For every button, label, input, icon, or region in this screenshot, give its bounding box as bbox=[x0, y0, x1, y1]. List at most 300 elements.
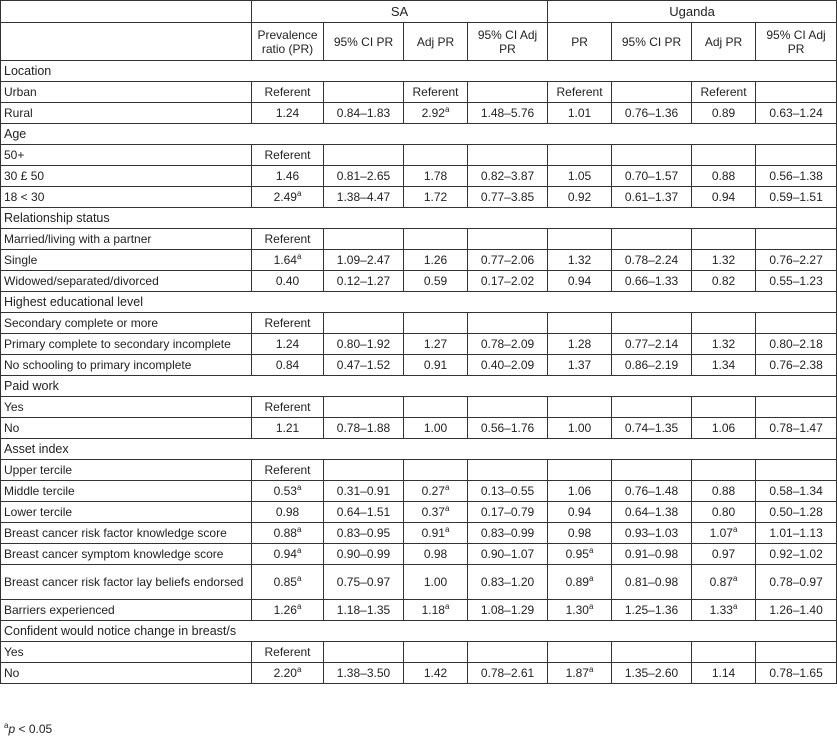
table-cell bbox=[548, 355, 612, 376]
table-cell bbox=[756, 313, 837, 334]
table-cell bbox=[468, 250, 548, 271]
cell-value: 0.78–1.65 bbox=[769, 666, 823, 680]
cell-value: Referent bbox=[264, 463, 311, 477]
row-label: No schooling to primary incomplete bbox=[1, 355, 252, 376]
significance-marker: a bbox=[588, 602, 594, 611]
significance-marker: a bbox=[732, 525, 738, 534]
table-cell bbox=[324, 481, 404, 502]
table-cell bbox=[252, 313, 324, 334]
cell-value: 0.83–0.95 bbox=[336, 526, 391, 540]
cell-value: 1.05 bbox=[567, 169, 592, 183]
cell-value: 1.00 bbox=[423, 421, 448, 435]
cell-value: 0.93–1.03 bbox=[624, 526, 679, 540]
table-row bbox=[1, 565, 837, 600]
cell-value: 1.06 bbox=[567, 484, 592, 498]
table-cell bbox=[756, 355, 837, 376]
cell-value: 0.76–1.36 bbox=[624, 106, 679, 120]
row-label: Single bbox=[1, 250, 252, 271]
cell-value: 0.40 bbox=[275, 274, 300, 288]
table-cell bbox=[468, 229, 548, 250]
table-cell bbox=[548, 334, 612, 355]
table-cell bbox=[612, 355, 692, 376]
table-cell bbox=[756, 523, 837, 544]
section-label: Relationship status bbox=[1, 208, 837, 229]
table-cell bbox=[692, 82, 756, 103]
table-cell bbox=[756, 145, 837, 166]
table-cell bbox=[324, 523, 404, 544]
table-cell bbox=[324, 460, 404, 481]
significance-marker: a bbox=[444, 525, 450, 534]
cell-value: 0.92 bbox=[567, 190, 592, 204]
table-cell bbox=[548, 229, 612, 250]
table-cell bbox=[404, 166, 468, 187]
row-label: Breast cancer risk factor knowledge score bbox=[1, 523, 252, 544]
table-cell bbox=[612, 565, 692, 600]
table-cell bbox=[468, 481, 548, 502]
cell-value: 0.75–0.97 bbox=[336, 575, 391, 589]
cell-value: 0.13–0.55 bbox=[480, 484, 535, 498]
table-cell bbox=[756, 600, 837, 621]
table-cell bbox=[548, 271, 612, 292]
table-cell bbox=[756, 418, 837, 439]
cell-value: 0.86–2.19 bbox=[624, 358, 679, 372]
cell-value: 0.66–1.33 bbox=[624, 274, 679, 288]
table-cell bbox=[252, 271, 324, 292]
cell-value: 1.64 bbox=[273, 253, 297, 267]
cell-value: Referent bbox=[264, 645, 311, 659]
table-cell bbox=[612, 313, 692, 334]
table-cell bbox=[692, 600, 756, 621]
cell-value: 0.55–1.23 bbox=[769, 274, 823, 288]
table-cell bbox=[756, 481, 837, 502]
table-cell bbox=[756, 166, 837, 187]
table-cell bbox=[548, 250, 612, 271]
table-cell bbox=[548, 544, 612, 565]
table-cell bbox=[252, 460, 324, 481]
cell-value: 1.38–4.47 bbox=[336, 190, 391, 204]
table-cell bbox=[404, 355, 468, 376]
table-cell bbox=[692, 313, 756, 334]
cell-value: 0.74–1.35 bbox=[624, 421, 679, 435]
significance-marker: a bbox=[732, 574, 738, 583]
table-cell bbox=[252, 642, 324, 663]
table-cell bbox=[612, 145, 692, 166]
table-cell bbox=[692, 271, 756, 292]
cell-value: Referent bbox=[264, 316, 311, 330]
table-cell bbox=[692, 229, 756, 250]
cell-value: 0.91 bbox=[423, 358, 448, 372]
cell-value: 0.12–1.27 bbox=[336, 274, 391, 288]
cell-value: 1.37 bbox=[567, 358, 592, 372]
cell-value: 0.80–2.18 bbox=[769, 337, 823, 351]
row-label: Yes bbox=[1, 642, 252, 663]
table-cell bbox=[756, 334, 837, 355]
cell-value: 1.87 bbox=[565, 666, 589, 680]
table-row bbox=[1, 523, 837, 544]
cell-value: 0.77–2.06 bbox=[480, 253, 535, 267]
table-cell bbox=[468, 523, 548, 544]
table-cell bbox=[324, 600, 404, 621]
table-cell bbox=[252, 166, 324, 187]
table-cell bbox=[548, 145, 612, 166]
cell-value: 0.89 bbox=[711, 106, 736, 120]
table-cell bbox=[756, 544, 837, 565]
table-cell bbox=[468, 565, 548, 600]
table-cell bbox=[404, 523, 468, 544]
table-cell bbox=[468, 418, 548, 439]
row-label: No bbox=[1, 418, 252, 439]
cell-value: 0.89 bbox=[565, 575, 589, 589]
table-cell bbox=[404, 103, 468, 124]
table-cell bbox=[324, 334, 404, 355]
table-cell bbox=[756, 642, 837, 663]
table-cell bbox=[548, 523, 612, 544]
cell-value: 2.92 bbox=[421, 106, 445, 120]
table-cell bbox=[692, 544, 756, 565]
table-cell bbox=[756, 663, 837, 684]
cell-value: 1.24 bbox=[275, 106, 300, 120]
table-cell bbox=[612, 103, 692, 124]
corner-cell bbox=[1, 1, 252, 23]
table-row bbox=[1, 397, 837, 418]
table-cell bbox=[324, 642, 404, 663]
section-label: Age bbox=[1, 124, 837, 145]
cell-value: 0.92–1.02 bbox=[769, 547, 823, 561]
table-cell bbox=[692, 145, 756, 166]
row-label: 30 £ 50 bbox=[1, 166, 252, 187]
cell-value: 0.78–1.47 bbox=[769, 421, 823, 435]
table-cell bbox=[252, 502, 324, 523]
cell-value: 0.82–3.87 bbox=[480, 169, 535, 183]
cell-value: 0.77–3.85 bbox=[480, 190, 535, 204]
footnote-text: < 0.05 bbox=[15, 722, 53, 736]
cell-value: 0.88 bbox=[711, 169, 736, 183]
table-cell bbox=[252, 355, 324, 376]
section-label: Location bbox=[1, 61, 837, 82]
table-cell bbox=[756, 103, 837, 124]
cell-value: 2.49 bbox=[273, 190, 297, 204]
table-cell bbox=[756, 229, 837, 250]
cell-value: 1.46 bbox=[275, 169, 300, 183]
table-cell bbox=[692, 642, 756, 663]
column-header: 95% CI Adj PR bbox=[468, 23, 548, 61]
significance-marker: a bbox=[296, 546, 302, 555]
table-cell bbox=[468, 600, 548, 621]
table-cell bbox=[692, 334, 756, 355]
cell-value: 0.84 bbox=[275, 358, 300, 372]
cell-value: 1.21 bbox=[275, 421, 300, 435]
row-label: Breast cancer symptom knowledge score bbox=[1, 544, 252, 565]
significance-marker: a bbox=[588, 546, 594, 555]
significance-marker: a bbox=[588, 574, 594, 583]
cell-value: 0.76–2.38 bbox=[769, 358, 823, 372]
table-cell bbox=[252, 565, 324, 600]
table-cell bbox=[404, 334, 468, 355]
table-cell bbox=[548, 460, 612, 481]
table-cell bbox=[252, 523, 324, 544]
cell-value: 1.07 bbox=[709, 526, 733, 540]
table-cell bbox=[468, 642, 548, 663]
cell-value: 1.27 bbox=[423, 337, 448, 351]
table-cell bbox=[548, 418, 612, 439]
row-label: Widowed/separated/divorced bbox=[1, 271, 252, 292]
table-cell bbox=[692, 460, 756, 481]
row-label: Primary complete to secondary incomplete bbox=[1, 334, 252, 355]
table-row bbox=[1, 187, 837, 208]
table-cell bbox=[252, 250, 324, 271]
row-label: No bbox=[1, 663, 252, 684]
cell-value: 0.80 bbox=[711, 505, 736, 519]
table-cell bbox=[548, 166, 612, 187]
table-cell bbox=[324, 250, 404, 271]
row-label: Yes bbox=[1, 397, 252, 418]
table-row bbox=[1, 418, 837, 439]
cell-value: 0.98 bbox=[275, 505, 300, 519]
cell-value: 0.78–1.88 bbox=[336, 421, 391, 435]
table-row bbox=[1, 82, 837, 103]
significance-marker: a bbox=[444, 105, 450, 114]
table-cell bbox=[404, 271, 468, 292]
cell-value: 1.30 bbox=[565, 603, 589, 617]
table-cell bbox=[692, 481, 756, 502]
cell-value: 1.24 bbox=[275, 337, 300, 351]
column-header: 95% CI Adj PR bbox=[756, 23, 837, 61]
column-header: Adj PR bbox=[692, 23, 756, 61]
table-cell bbox=[612, 82, 692, 103]
table-cell bbox=[548, 663, 612, 684]
cell-value: 1.42 bbox=[423, 666, 448, 680]
cell-value: 1.38–3.50 bbox=[336, 666, 391, 680]
table-cell bbox=[548, 397, 612, 418]
table-cell bbox=[756, 397, 837, 418]
cell-value: 0.77–2.14 bbox=[624, 337, 679, 351]
cell-value: 1.32 bbox=[567, 253, 592, 267]
cell-value: 0.17–2.02 bbox=[480, 274, 535, 288]
table-cell bbox=[692, 103, 756, 124]
cell-value: 1.18 bbox=[421, 603, 445, 617]
section-row bbox=[1, 208, 837, 229]
table-cell bbox=[468, 460, 548, 481]
table-cell bbox=[324, 271, 404, 292]
table-row bbox=[1, 103, 837, 124]
cell-value: 1.25–1.36 bbox=[624, 603, 679, 617]
table-cell bbox=[252, 397, 324, 418]
table-cell bbox=[468, 544, 548, 565]
table-cell bbox=[612, 523, 692, 544]
table-row bbox=[1, 166, 837, 187]
cell-value: 0.17–0.79 bbox=[480, 505, 535, 519]
table-cell bbox=[692, 502, 756, 523]
table-cell bbox=[252, 82, 324, 103]
table-cell bbox=[404, 418, 468, 439]
table-cell bbox=[612, 166, 692, 187]
table-cell bbox=[612, 600, 692, 621]
table-cell bbox=[612, 544, 692, 565]
table-cell bbox=[252, 600, 324, 621]
table-cell bbox=[692, 397, 756, 418]
cell-value: 0.56–1.76 bbox=[480, 421, 535, 435]
cell-value: 1.78 bbox=[423, 169, 448, 183]
table-cell bbox=[404, 397, 468, 418]
cell-value: 0.91–0.98 bbox=[624, 547, 679, 561]
section-row bbox=[1, 61, 837, 82]
table-cell bbox=[252, 418, 324, 439]
cell-value: 0.31–0.91 bbox=[336, 484, 391, 498]
table-cell bbox=[692, 565, 756, 600]
table-cell bbox=[756, 250, 837, 271]
table-row bbox=[1, 544, 837, 565]
cell-value: 1.26–1.40 bbox=[769, 603, 823, 617]
table-cell bbox=[404, 145, 468, 166]
cell-value: 0.90–0.99 bbox=[336, 547, 391, 561]
table-cell bbox=[324, 187, 404, 208]
cell-value: 0.78–2.24 bbox=[624, 253, 679, 267]
significance-marker: a bbox=[296, 483, 302, 492]
table-cell bbox=[468, 355, 548, 376]
cell-value: 1.34 bbox=[711, 358, 736, 372]
cell-value: 0.83–1.20 bbox=[480, 575, 535, 589]
column-header-blank bbox=[1, 23, 252, 61]
cell-value: 0.64–1.51 bbox=[336, 505, 391, 519]
table-cell bbox=[612, 250, 692, 271]
table-cell bbox=[756, 187, 837, 208]
cell-value: 1.09–2.47 bbox=[336, 253, 391, 267]
cell-value: 0.83–0.99 bbox=[480, 526, 535, 540]
cell-value: 0.70–1.57 bbox=[624, 169, 679, 183]
significance-marker: a bbox=[296, 602, 302, 611]
table-cell bbox=[404, 600, 468, 621]
table-cell bbox=[404, 544, 468, 565]
table-cell bbox=[692, 418, 756, 439]
table-row bbox=[1, 229, 837, 250]
table-cell bbox=[756, 502, 837, 523]
significance-marker: a bbox=[296, 525, 302, 534]
cell-value: 1.00 bbox=[567, 421, 592, 435]
table-cell bbox=[548, 82, 612, 103]
cell-value: 1.35–2.60 bbox=[624, 666, 679, 680]
table-cell bbox=[252, 187, 324, 208]
cell-value: Referent bbox=[700, 85, 747, 99]
table-row bbox=[1, 145, 837, 166]
table-body bbox=[1, 61, 837, 684]
row-label: Secondary complete or more bbox=[1, 313, 252, 334]
cell-value: 0.50–1.28 bbox=[769, 505, 823, 519]
table-cell bbox=[324, 355, 404, 376]
cell-value: 0.94 bbox=[273, 547, 297, 561]
table-row bbox=[1, 313, 837, 334]
cell-value: 1.01–1.13 bbox=[769, 526, 823, 540]
table-cell bbox=[548, 103, 612, 124]
table-cell bbox=[548, 565, 612, 600]
significance-marker: a bbox=[296, 252, 302, 261]
cell-value: 0.80–1.92 bbox=[336, 337, 391, 351]
table-cell bbox=[252, 544, 324, 565]
cell-value: 0.61–1.37 bbox=[624, 190, 679, 204]
table-cell bbox=[468, 187, 548, 208]
cell-value: 0.64–1.38 bbox=[624, 505, 679, 519]
section-label: Confident would notice change in breast/s bbox=[1, 621, 837, 642]
table-cell bbox=[756, 565, 837, 600]
significance-marker: a bbox=[444, 504, 450, 513]
table-cell bbox=[468, 82, 548, 103]
significance-marker: a bbox=[588, 665, 594, 674]
table-cell bbox=[252, 103, 324, 124]
table-cell bbox=[692, 523, 756, 544]
cell-value: 0.37 bbox=[421, 505, 445, 519]
table-cell bbox=[612, 271, 692, 292]
cell-value: 0.94 bbox=[711, 190, 736, 204]
table-cell bbox=[404, 313, 468, 334]
cell-value: 1.28 bbox=[567, 337, 592, 351]
table-cell bbox=[252, 145, 324, 166]
column-header: Prevalence ratio (PR) bbox=[252, 23, 324, 61]
table-row bbox=[1, 600, 837, 621]
table-row bbox=[1, 481, 837, 502]
cell-value: 0.59–1.51 bbox=[769, 190, 823, 204]
footnote-marker: a bbox=[4, 721, 9, 730]
section-row bbox=[1, 124, 837, 145]
section-label: Highest educational level bbox=[1, 292, 837, 313]
table-cell bbox=[324, 418, 404, 439]
footnote-p: p bbox=[8, 722, 16, 736]
significance-marker: a bbox=[444, 483, 450, 492]
table-cell bbox=[612, 663, 692, 684]
cell-value: 0.78–0.97 bbox=[769, 575, 823, 589]
cell-value: 1.26 bbox=[273, 603, 297, 617]
table-cell bbox=[252, 229, 324, 250]
column-header: 95% CI PR bbox=[612, 23, 692, 61]
row-label: Lower tercile bbox=[1, 502, 252, 523]
table-cell bbox=[548, 600, 612, 621]
section-row bbox=[1, 292, 837, 313]
cell-value: 0.88 bbox=[273, 526, 297, 540]
table-cell bbox=[252, 481, 324, 502]
table-cell bbox=[404, 460, 468, 481]
cell-value: 0.98 bbox=[423, 547, 448, 561]
row-label: Breast cancer risk factor lay beliefs endorsed bbox=[1, 565, 252, 600]
cell-value: 0.97 bbox=[711, 547, 736, 561]
cell-value: 0.63–1.24 bbox=[769, 106, 823, 120]
table-row bbox=[1, 663, 837, 684]
cell-value: 0.47–1.52 bbox=[336, 358, 391, 372]
table-cell bbox=[252, 663, 324, 684]
cell-value: 1.00 bbox=[423, 575, 448, 589]
table-cell bbox=[612, 502, 692, 523]
table-cell bbox=[548, 313, 612, 334]
table-cell bbox=[756, 460, 837, 481]
table-cell bbox=[468, 166, 548, 187]
table-cell bbox=[468, 334, 548, 355]
cell-value: 1.32 bbox=[711, 337, 736, 351]
table-cell bbox=[404, 663, 468, 684]
table-cell bbox=[468, 103, 548, 124]
table-cell bbox=[324, 663, 404, 684]
cell-value: 1.06 bbox=[711, 421, 736, 435]
cell-value: 0.76–1.48 bbox=[624, 484, 679, 498]
section-label: Asset index bbox=[1, 439, 837, 460]
table-cell bbox=[612, 187, 692, 208]
table-cell bbox=[612, 397, 692, 418]
cell-value: 0.81–0.98 bbox=[624, 575, 679, 589]
cell-value: 1.26 bbox=[423, 253, 448, 267]
column-header: PR bbox=[548, 23, 612, 61]
cell-value: Referent bbox=[412, 85, 459, 99]
significance-marker: a bbox=[296, 665, 302, 674]
table-cell bbox=[612, 481, 692, 502]
cell-value: 2.20 bbox=[273, 666, 297, 680]
table-cell bbox=[324, 145, 404, 166]
cell-value: Referent bbox=[264, 232, 311, 246]
